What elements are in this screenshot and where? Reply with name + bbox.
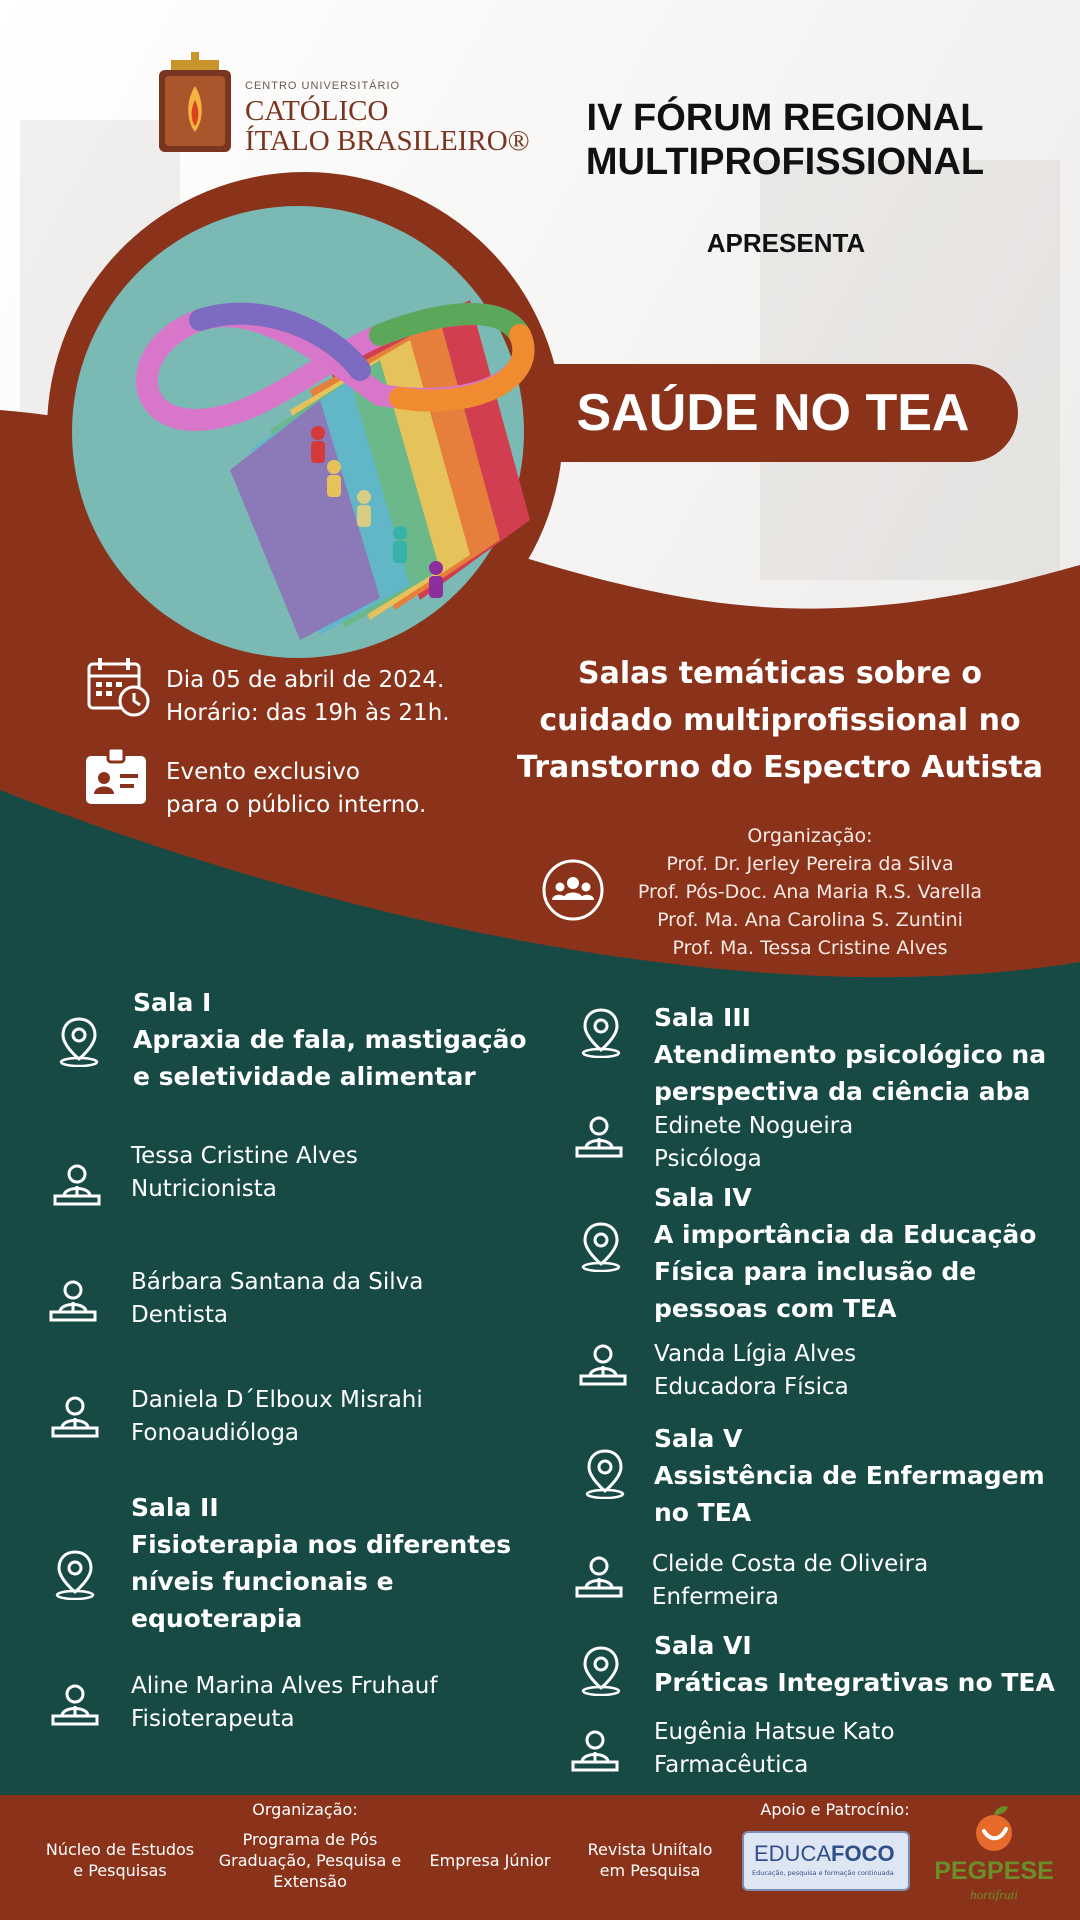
speaker-icon — [50, 1392, 100, 1442]
speaker-8-name: Eugênia Hatsue Kato — [654, 1719, 895, 1745]
logo-small-text: CENTRO UNIVERSITÁRIO — [245, 80, 401, 92]
speaker-2-role: Dentista — [131, 1302, 228, 1328]
speaker-8-role: Farmacêutica — [654, 1752, 809, 1778]
page-title: SAÚDE NO TEA — [576, 384, 970, 442]
speaker-4-name: Aline Marina Alves Fruhauf — [131, 1673, 438, 1699]
group-icon — [541, 858, 605, 922]
footer-nucleo — [30, 1839, 210, 1881]
sala-6 — [654, 1627, 1074, 1701]
programa-line3: Extensão — [273, 1872, 347, 1891]
educafoco-logo — [742, 1831, 910, 1891]
org-member: Prof. Pós-Doc. Ana Maria R.S. Varella — [637, 881, 983, 903]
sala-6-name: Sala VI — [654, 1631, 752, 1660]
sala-3 — [654, 999, 1074, 1110]
event-date: Dia 05 de abril de 2024. — [166, 667, 445, 693]
pegpese-subtext: hortifruti — [970, 1887, 1018, 1902]
logo-name — [245, 96, 535, 156]
sala-2-name: Sala II — [131, 1493, 219, 1522]
speaker-3-name: Daniela D´Elboux Misrahi — [131, 1387, 423, 1413]
programa-line1: Programa de Pós — [242, 1830, 378, 1849]
org-member: Prof. Dr. Jerley Pereira da Silva — [666, 853, 954, 875]
speaker-icon — [48, 1276, 98, 1326]
speaker-3 — [131, 1384, 551, 1450]
speaker-icon — [574, 1552, 624, 1602]
footer-bar — [0, 1795, 1080, 1920]
sala-5-topic-line2: no TEA — [654, 1498, 752, 1527]
sala-3-topic-line1: Atendimento psicológico na — [654, 1040, 1047, 1069]
sala-4-topic-line1: A importância da Educação — [654, 1220, 1037, 1249]
speaker-7 — [652, 1548, 1062, 1614]
sala-2-topic-line1: Fisioterapia nos diferentes — [131, 1530, 512, 1559]
speaker-4-role: Fisioterapeuta — [131, 1706, 295, 1732]
sala-1-topic-line1: Apraxia de fala, mastigação — [133, 1025, 527, 1054]
speaker-8 — [654, 1716, 1054, 1782]
pegpese-text: PEGPESE — [934, 1857, 1054, 1885]
speaker-icon — [574, 1112, 624, 1162]
speaker-5-name: Edinete Nogueira — [654, 1113, 854, 1139]
location-pin-icon — [56, 1015, 102, 1067]
sala-2-topic-line3: equoterapia — [131, 1604, 303, 1633]
educa-text: EDUCA — [754, 1841, 832, 1866]
speaker-2 — [131, 1266, 551, 1332]
location-pin-icon — [582, 1447, 628, 1499]
speaker-1-role: Nutricionista — [131, 1176, 277, 1202]
sala-5 — [654, 1420, 1074, 1531]
crest-icon — [155, 52, 235, 160]
sala-1-name: Sala I — [133, 988, 212, 1017]
speaker-7-role: Enfermeira — [652, 1584, 779, 1610]
headline-line2: MULTIPROFISSIONAL — [585, 141, 985, 183]
pegpese-logo — [924, 1799, 1064, 1917]
sala-2-topic-line2: níveis funcionais e — [131, 1567, 394, 1596]
location-pin-icon — [578, 1006, 624, 1058]
event-time: Horário: das 19h às 21h. — [166, 700, 450, 726]
revista-line2: em Pesquisa — [599, 1861, 701, 1880]
educafoco-tagline: Educação, pesquisa e formação continuada — [752, 1869, 894, 1877]
location-pin-icon — [578, 1220, 624, 1272]
logo-line2: ÍTALO BRASILEIRO® — [245, 125, 530, 157]
nucleo-line2: e Pesquisas — [73, 1861, 167, 1880]
foco-text: FOCO — [831, 1841, 895, 1866]
fruit-icon — [966, 1805, 1022, 1853]
apresenta-label: APRESENTA — [706, 228, 866, 258]
speaker-5 — [654, 1110, 1054, 1176]
footer-org-label: Organização: — [252, 1800, 358, 1819]
organization-block — [615, 822, 1005, 962]
nucleo-line1: Núcleo de Estudos — [45, 1840, 195, 1859]
headline-line1: IV FÓRUM REGIONAL — [586, 97, 984, 139]
footer-empresa: Empresa Júnior — [429, 1851, 551, 1870]
org-member: Prof. Ma. Ana Carolina S. Zuntini — [657, 909, 963, 931]
sala-2 — [131, 1489, 551, 1637]
speaker-icon — [570, 1726, 620, 1776]
sala-4-topic-line2: Física para inclusão de — [654, 1257, 977, 1286]
event-exclusive — [166, 756, 496, 822]
programa-line2: Graduação, Pesquisa e — [218, 1851, 402, 1870]
calendar-clock-icon — [86, 656, 152, 718]
footer-revista — [570, 1839, 730, 1881]
forum-headline — [540, 96, 1030, 184]
speaker-4 — [131, 1670, 571, 1736]
speaker-icon — [578, 1340, 628, 1390]
id-badge-icon — [86, 748, 146, 806]
sala-4-topic-line3: pessoas com TEA — [654, 1294, 897, 1323]
speaker-5-role: Psicóloga — [654, 1146, 762, 1172]
sala-4 — [654, 1179, 1074, 1327]
footer-support-label: Apoio e Patrocínio: — [760, 1800, 910, 1819]
salas-heading — [510, 650, 1050, 791]
salas-heading-line2: cuidado multiprofissional no — [539, 703, 1021, 738]
speaker-2-name: Bárbara Santana da Silva — [131, 1269, 424, 1295]
salas-heading-line1: Salas temáticas sobre o — [578, 656, 982, 691]
footer-programa — [210, 1829, 410, 1892]
exclusive-line2: para o público interno. — [166, 792, 427, 818]
sala-1-topic-line2: e seletividade alimentar — [133, 1062, 476, 1091]
sala-1 — [133, 984, 553, 1095]
location-pin-icon — [578, 1644, 624, 1696]
speaker-icon — [50, 1680, 100, 1730]
speaker-1 — [131, 1140, 551, 1206]
speaker-6 — [654, 1338, 1054, 1404]
location-pin-icon — [52, 1548, 98, 1600]
logo-line1: CATÓLICO — [245, 95, 389, 127]
sala-6-topic-line1: Práticas Integrativas no TEA — [654, 1668, 1055, 1697]
org-member: Prof. Ma. Tessa Cristine Alves — [672, 937, 948, 959]
speaker-6-role: Educadora Física — [654, 1374, 849, 1400]
sala-4-name: Sala IV — [654, 1183, 752, 1212]
sala-3-topic-line2: perspectiva da ciência aba — [654, 1077, 1031, 1106]
salas-heading-line3: Transtorno do Espectro Autista — [517, 750, 1043, 785]
event-date-time — [166, 664, 496, 730]
sala-5-topic-line1: Assistência de Enfermagem — [654, 1461, 1045, 1490]
university-logo — [155, 52, 530, 162]
org-label: Organização: — [747, 825, 873, 847]
speaker-6-name: Vanda Lígia Alves — [654, 1341, 857, 1367]
exclusive-line1: Evento exclusivo — [166, 759, 360, 785]
speaker-7-name: Cleide Costa de Oliveira — [652, 1551, 929, 1577]
revista-line1: Revista Uniítalo — [587, 1840, 713, 1859]
sala-5-name: Sala V — [654, 1424, 743, 1453]
speaker-1-name: Tessa Cristine Alves — [131, 1143, 358, 1169]
speaker-icon — [52, 1160, 102, 1210]
sala-3-name: Sala III — [654, 1003, 751, 1032]
speaker-3-role: Fonoaudióloga — [131, 1420, 300, 1446]
